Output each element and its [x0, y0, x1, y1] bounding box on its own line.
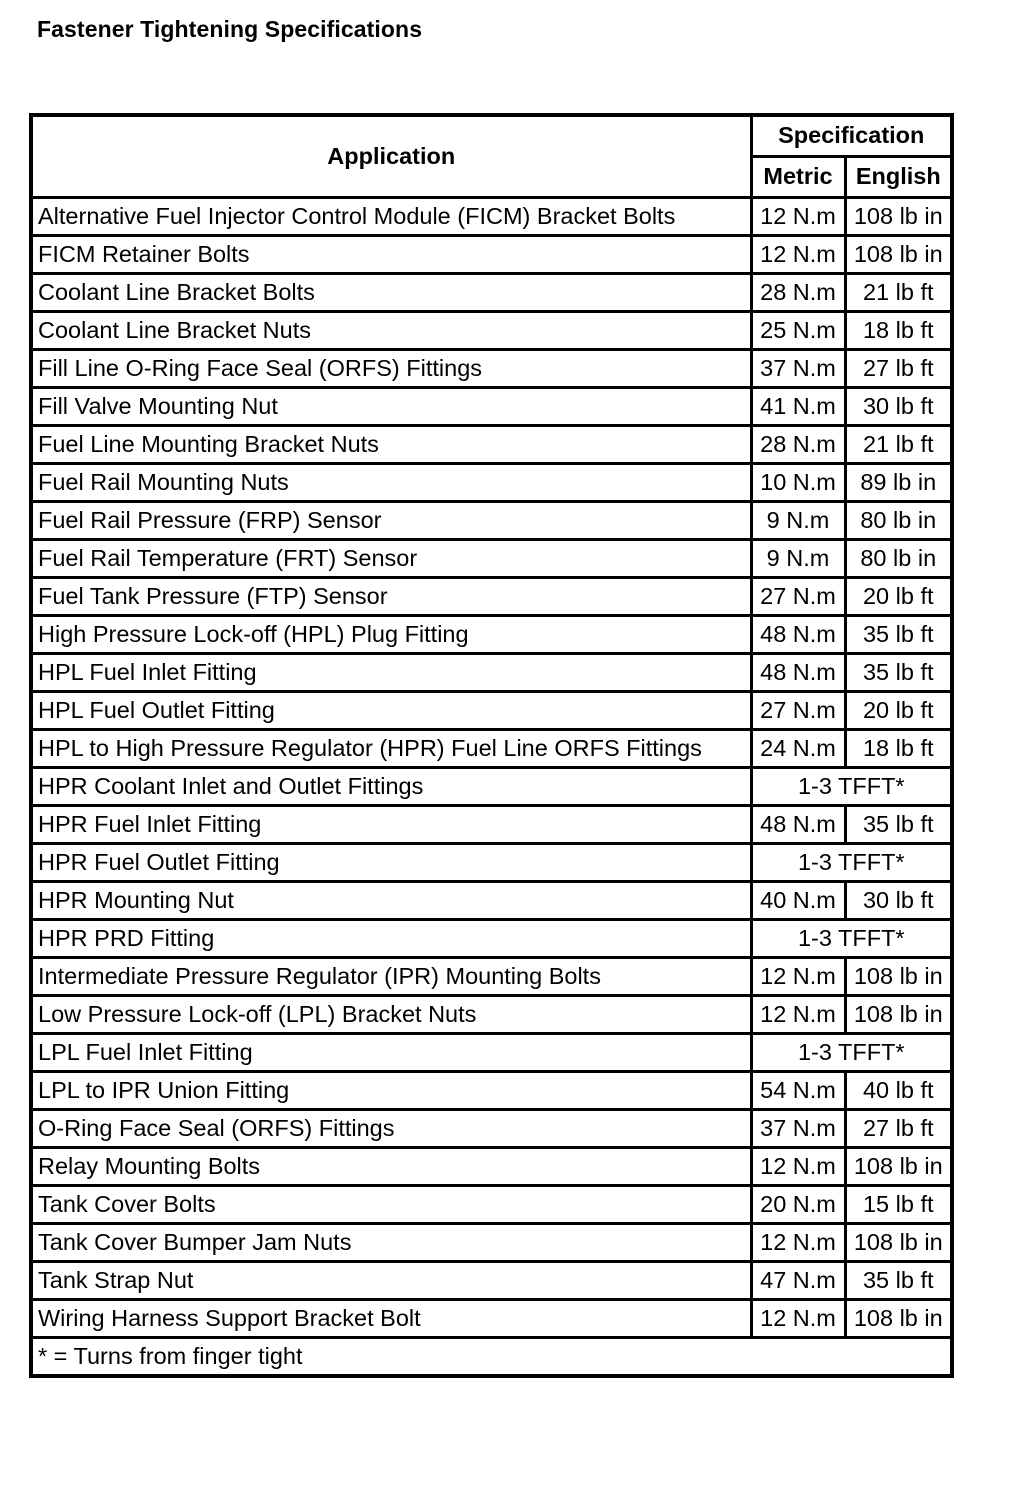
metric-cell: 48 N.m	[751, 615, 845, 653]
specification-column-header: Specification	[751, 115, 952, 156]
metric-cell: 41 N.m	[751, 387, 845, 425]
english-cell: 35 lb ft	[845, 805, 952, 843]
table-row	[31, 843, 952, 881]
application-cell: Intermediate Pressure Regulator (IPR) Mounting Bolts	[31, 957, 751, 995]
english-cell: 27 lb ft	[845, 349, 952, 387]
english-cell: 108 lb in	[845, 235, 952, 273]
table-row	[31, 1185, 952, 1223]
page-title: Fastener Tightening Specifications	[37, 16, 423, 42]
metric-cell: 37 N.m	[751, 349, 845, 387]
table-body	[31, 197, 952, 1337]
application-cell: HPR Fuel Inlet Fitting	[31, 805, 751, 843]
english-cell: 80 lb in	[845, 539, 952, 577]
table-row	[31, 691, 952, 729]
metric-cell: 9 N.m	[751, 539, 845, 577]
table-row	[31, 387, 952, 425]
application-cell: HPR Coolant Inlet and Outlet Fittings	[31, 767, 751, 805]
english-cell: 27 lb ft	[845, 1109, 952, 1147]
application-cell: Coolant Line Bracket Nuts	[31, 311, 751, 349]
application-cell: Tank Cover Bumper Jam Nuts	[31, 1223, 751, 1261]
application-cell: Tank Strap Nut	[31, 1261, 751, 1299]
table-row	[31, 805, 952, 843]
metric-cell: 28 N.m	[751, 273, 845, 311]
application-cell: LPL to IPR Union Fitting	[31, 1071, 751, 1109]
application-cell: HPL to High Pressure Regulator (HPR) Fuel Line ORFS Fittings	[31, 729, 751, 767]
metric-cell: 12 N.m	[751, 1223, 845, 1261]
fastener-spec-table	[29, 113, 954, 1378]
application-cell: Tank Cover Bolts	[31, 1185, 751, 1223]
table-row	[31, 881, 952, 919]
application-cell: Fuel Rail Temperature (FRT) Sensor	[31, 539, 751, 577]
combined-spec-cell: 1-3 TFFT*	[751, 767, 952, 805]
application-cell: HPR Fuel Outlet Fitting	[31, 843, 751, 881]
metric-cell: 27 N.m	[751, 577, 845, 615]
metric-cell: 27 N.m	[751, 691, 845, 729]
application-cell: LPL Fuel Inlet Fitting	[31, 1033, 751, 1071]
table-row	[31, 577, 952, 615]
application-cell: Wiring Harness Support Bracket Bolt	[31, 1299, 751, 1337]
application-cell: HPR PRD Fitting	[31, 919, 751, 957]
english-cell: 20 lb ft	[845, 577, 952, 615]
metric-cell: 48 N.m	[751, 653, 845, 691]
application-column-header: Application	[31, 115, 751, 197]
english-cell: 108 lb in	[845, 1223, 952, 1261]
metric-cell: 9 N.m	[751, 501, 845, 539]
english-cell: 40 lb ft	[845, 1071, 952, 1109]
application-cell: Fuel Line Mounting Bracket Nuts	[31, 425, 751, 463]
application-cell: FICM Retainer Bolts	[31, 235, 751, 273]
table-row	[31, 767, 952, 805]
metric-cell: 12 N.m	[751, 1147, 845, 1185]
application-cell: Fuel Rail Mounting Nuts	[31, 463, 751, 501]
english-cell: 30 lb ft	[845, 881, 952, 919]
english-cell: 30 lb ft	[845, 387, 952, 425]
application-cell: HPR Mounting Nut	[31, 881, 751, 919]
english-cell: 89 lb in	[845, 463, 952, 501]
table-row	[31, 197, 952, 235]
table-row	[31, 349, 952, 387]
metric-cell: 12 N.m	[751, 235, 845, 273]
application-cell: Relay Mounting Bolts	[31, 1147, 751, 1185]
english-column-header: English	[845, 156, 952, 197]
table-row	[31, 1147, 952, 1185]
english-cell: 21 lb ft	[845, 425, 952, 463]
application-cell: Coolant Line Bracket Bolts	[31, 273, 751, 311]
english-cell: 35 lb ft	[845, 615, 952, 653]
combined-spec-cell: 1-3 TFFT*	[751, 843, 952, 881]
metric-cell: 10 N.m	[751, 463, 845, 501]
footnote: * = Turns from finger tight	[31, 1337, 952, 1376]
application-cell: Fill Line O-Ring Face Seal (ORFS) Fittings	[31, 349, 751, 387]
table-row	[31, 273, 952, 311]
table-row	[31, 235, 952, 273]
metric-cell: 28 N.m	[751, 425, 845, 463]
metric-cell: 47 N.m	[751, 1261, 845, 1299]
english-cell: 35 lb ft	[845, 653, 952, 691]
application-cell: O-Ring Face Seal (ORFS) Fittings	[31, 1109, 751, 1147]
table-row	[31, 653, 952, 691]
metric-column-header: Metric	[751, 156, 845, 197]
metric-cell: 54 N.m	[751, 1071, 845, 1109]
english-cell: 108 lb in	[845, 1299, 952, 1337]
application-cell: Alternative Fuel Injector Control Module (FICM) Bracket Bolts	[31, 197, 751, 235]
table-row	[31, 1299, 952, 1337]
table-row	[31, 1261, 952, 1299]
table-row	[31, 1223, 952, 1261]
table-row	[31, 1033, 952, 1071]
application-cell: HPL Fuel Outlet Fitting	[31, 691, 751, 729]
metric-cell: 20 N.m	[751, 1185, 845, 1223]
application-cell: HPL Fuel Inlet Fitting	[31, 653, 751, 691]
metric-cell: 12 N.m	[751, 197, 845, 235]
metric-cell: 48 N.m	[751, 805, 845, 843]
english-cell: 108 lb in	[845, 197, 952, 235]
application-cell: Fill Valve Mounting Nut	[31, 387, 751, 425]
english-cell: 35 lb ft	[845, 1261, 952, 1299]
metric-cell: 12 N.m	[751, 1299, 845, 1337]
english-cell: 108 lb in	[845, 995, 952, 1033]
combined-spec-cell: 1-3 TFFT*	[751, 1033, 952, 1071]
application-cell: High Pressure Lock-off (HPL) Plug Fitting	[31, 615, 751, 653]
table-header-row	[31, 115, 952, 156]
metric-cell: 37 N.m	[751, 1109, 845, 1147]
table-row	[31, 311, 952, 349]
english-cell: 20 lb ft	[845, 691, 952, 729]
footnote-row	[31, 1337, 952, 1376]
metric-cell: 25 N.m	[751, 311, 845, 349]
english-cell: 80 lb in	[845, 501, 952, 539]
combined-spec-cell: 1-3 TFFT*	[751, 919, 952, 957]
table-row	[31, 729, 952, 767]
table-row	[31, 1071, 952, 1109]
table-row	[31, 463, 952, 501]
metric-cell: 24 N.m	[751, 729, 845, 767]
english-cell: 15 lb ft	[845, 1185, 952, 1223]
table-row	[31, 919, 952, 957]
english-cell: 108 lb in	[845, 957, 952, 995]
english-cell: 18 lb ft	[845, 729, 952, 767]
table-row	[31, 1109, 952, 1147]
english-cell: 21 lb ft	[845, 273, 952, 311]
table-row	[31, 425, 952, 463]
metric-cell: 12 N.m	[751, 957, 845, 995]
application-cell: Fuel Tank Pressure (FTP) Sensor	[31, 577, 751, 615]
table-row	[31, 957, 952, 995]
table-row	[31, 995, 952, 1033]
metric-cell: 12 N.m	[751, 995, 845, 1033]
application-cell: Low Pressure Lock-off (LPL) Bracket Nuts	[31, 995, 751, 1033]
table-row	[31, 615, 952, 653]
table-row	[31, 539, 952, 577]
english-cell: 108 lb in	[845, 1147, 952, 1185]
table-row	[31, 501, 952, 539]
application-cell: Fuel Rail Pressure (FRP) Sensor	[31, 501, 751, 539]
english-cell: 18 lb ft	[845, 311, 952, 349]
metric-cell: 40 N.m	[751, 881, 845, 919]
